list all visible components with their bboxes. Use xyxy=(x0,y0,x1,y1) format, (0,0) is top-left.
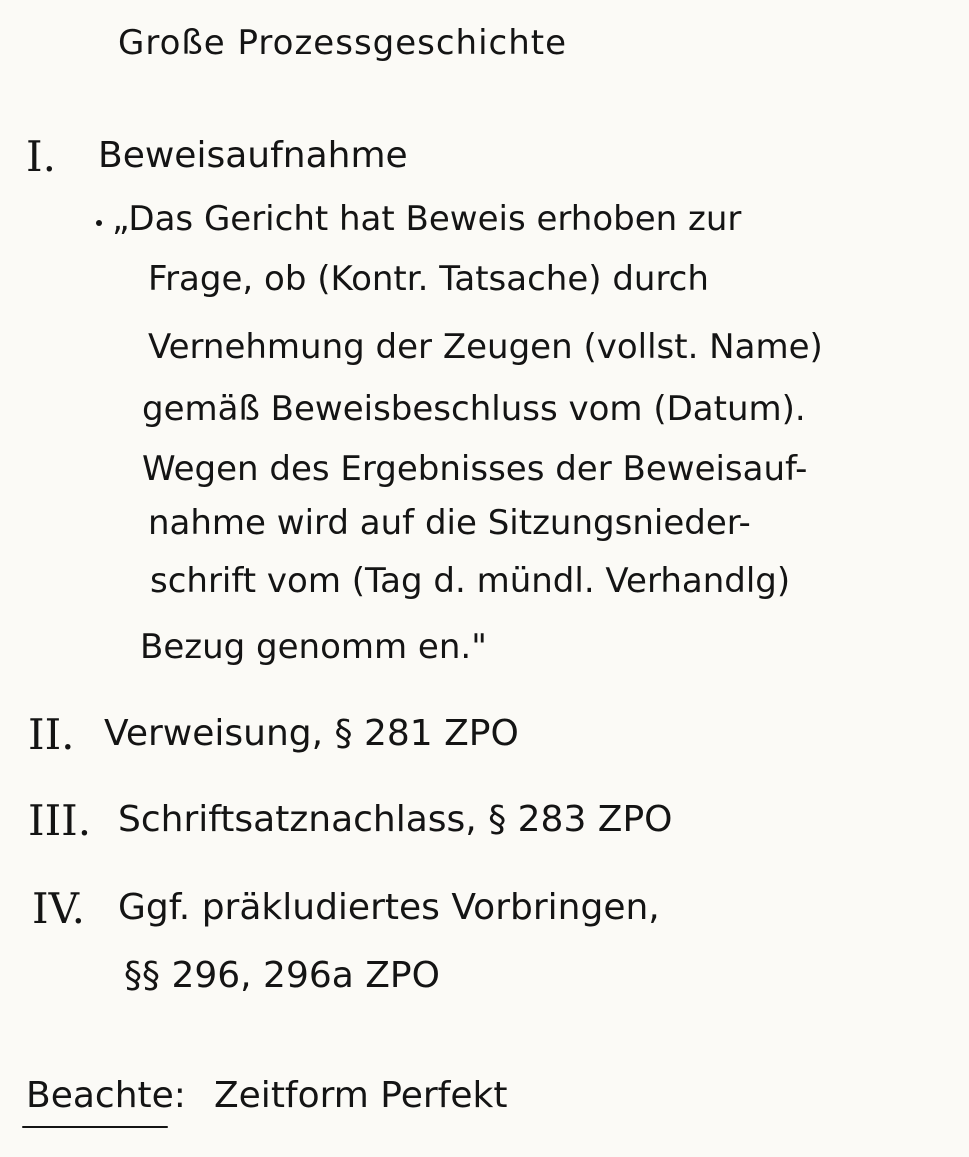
note-label: Beachte: xyxy=(26,1075,186,1116)
section-4-heading-line-2: §§ 296, 296a ZPO xyxy=(124,955,440,996)
quote-line-1: „Das Gericht hat Beweis erhoben zur xyxy=(112,199,742,239)
note-label-underline xyxy=(22,1126,168,1128)
section-2-numeral: II. xyxy=(28,710,75,759)
quote-line-7: schrift vom (Tag d. mündl. Verhandlg) xyxy=(150,561,791,601)
quote-line-2: Frage, ob (Kontr. Tatsache) durch xyxy=(148,259,709,299)
quote-line-3: Vernehmung der Zeugen (vollst. Name) xyxy=(148,327,823,367)
section-2-heading: Verweisung, § 281 ZPO xyxy=(104,713,519,754)
section-4-numeral: IV. xyxy=(32,884,85,933)
page-title: Große Prozessgeschichte xyxy=(118,23,568,63)
section-1-heading: Beweisaufnahme xyxy=(98,135,408,176)
section-3-heading: Schriftsatznachlass, § 283 ZPO xyxy=(118,799,673,840)
section-3-numeral: III. xyxy=(28,796,92,845)
quote-line-8: Bezug genomm en." xyxy=(140,627,487,667)
note-text: Zeitform Perfekt xyxy=(214,1075,508,1116)
quote-line-5: Wegen des Ergebnisses der Beweisauf- xyxy=(142,449,808,489)
section-4-heading: Ggf. präkludiertes Vorbringen, xyxy=(118,887,660,928)
quote-line-4: gemäß Beweisbeschluss vom (Datum). xyxy=(142,389,806,429)
quote-line-6: nahme wird auf die Sitzungsnieder- xyxy=(148,503,751,543)
section-1-numeral: I. xyxy=(26,132,56,181)
bullet-dot xyxy=(96,220,102,226)
